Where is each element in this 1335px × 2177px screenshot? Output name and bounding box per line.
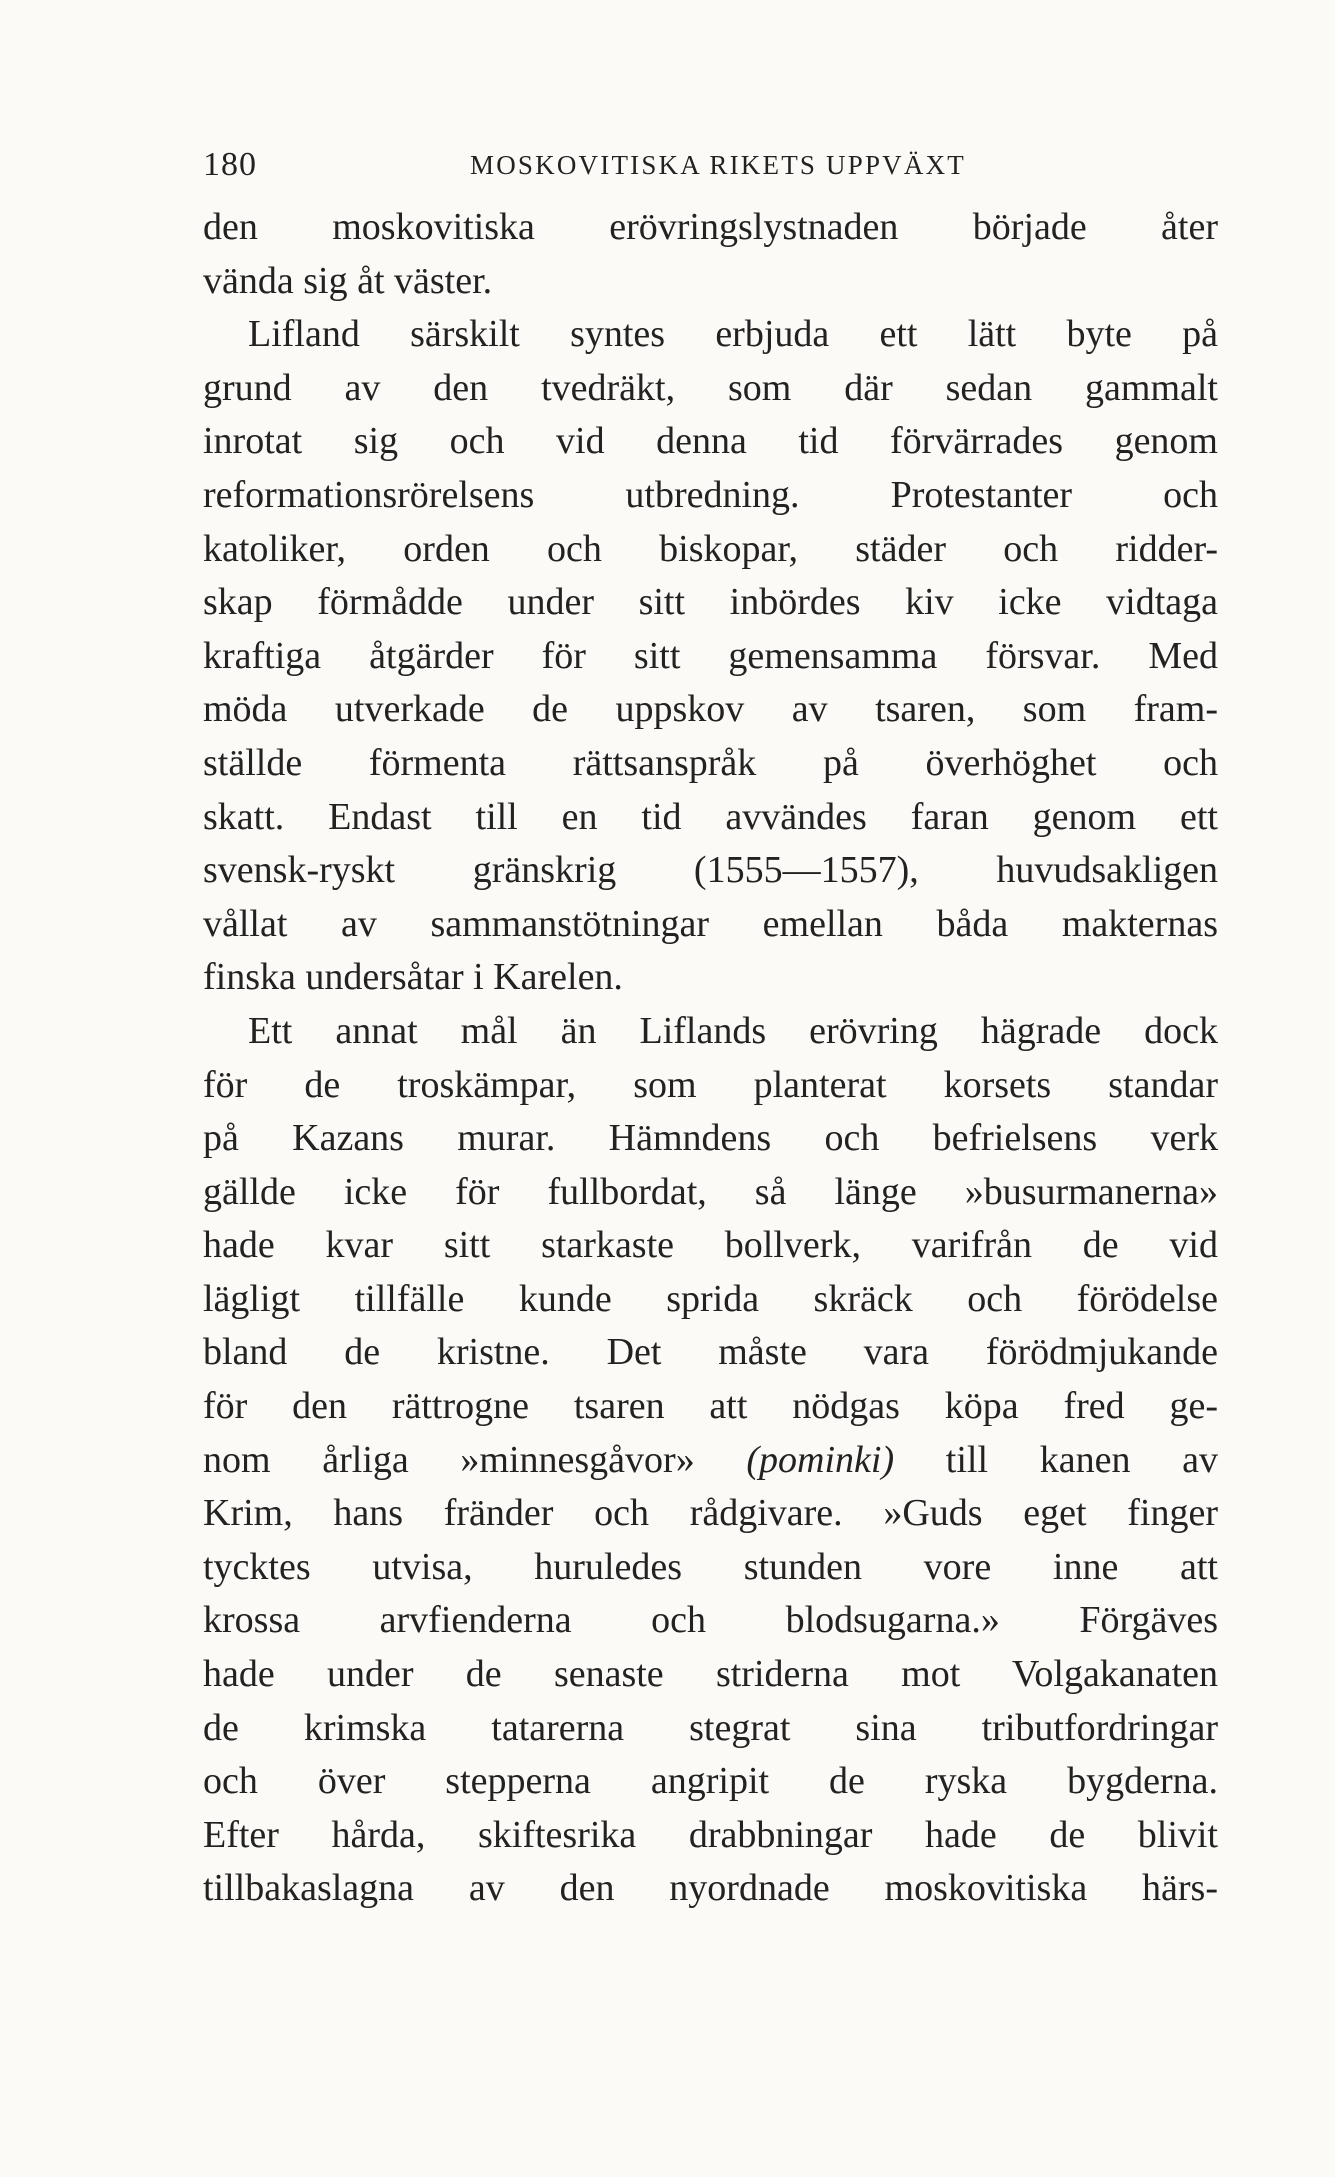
text-line: hade under de senaste striderna mot Volgakanaten [203, 1653, 1218, 1696]
text-line: kraftiga åtgärder för sitt gemensamma försvar. Med [203, 634, 1218, 677]
text-line: svensk-ryskt gränskrig (1555—1557), huvudsakligen [203, 849, 1218, 892]
text-line: krossa arvfienderna och blodsugarna.» Förgäves [203, 1599, 1218, 1642]
italic-term: (pominki) [746, 1438, 895, 1481]
text-line: möda utverkade de uppskov av tsaren, som fram- [203, 688, 1218, 731]
text-line: den moskovitiska erövringslystnaden började åter [203, 206, 1218, 248]
page-number: 180 [203, 146, 257, 183]
text-line: vända sig åt väster. [203, 259, 493, 302]
text-line: lägligt tillfälle kunde sprida skräck och förödelse [203, 1277, 1218, 1320]
text-line: Efter hårda, skiftesrika drabbningar hade de blivit [203, 1813, 1218, 1856]
text-line: gällde icke för fullbordat, så länge »busurmanerna» [203, 1170, 1218, 1213]
text-line: vållat av sammanstötningar emellan båda makternas [203, 902, 1218, 945]
text-line: för de troskämpar, som planterat korsets standar [203, 1063, 1218, 1106]
text-line: för den rättrogne tsaren att nödgas köpa fred ge- [203, 1385, 1218, 1428]
text-line: och över stepperna angripit de ryska bygderna. [203, 1760, 1218, 1803]
text-line: på Kazans murar. Hämndens och befrielsens verk [203, 1117, 1218, 1160]
text-line: de krimska tatarerna stegrat sina tributfordringar [203, 1706, 1218, 1749]
text-line: skap förmådde under sitt inbördes kiv icke vidtaga [203, 581, 1218, 624]
text-line: bland de kristne. Det måste vara förödmjukande [203, 1331, 1218, 1374]
running-head: MOSKOVITISKA RIKETS UPPVÄXT [470, 150, 966, 180]
text-line: tillbakaslagna av den nyordnade moskovitiska härs- [203, 1867, 1218, 1910]
text-segment: nom årliga »minnesgåvor» [203, 1438, 747, 1481]
body-text [203, 201, 1218, 1916]
text-line: reformationsrörelsens utbredning. Protestanter och [203, 473, 1218, 516]
text-line: finska undersåtar i Karelen. [203, 956, 623, 999]
text-line: skatt. Endast till en tid avvändes faran genom ett [203, 795, 1218, 838]
page-header [203, 140, 1213, 190]
text-line: katoliker, orden och biskopar, städer och ridder- [203, 527, 1218, 570]
text-line: grund av den tvedräkt, som där sedan gammalt [203, 366, 1218, 409]
text-line: Krim, hans fränder och rådgivare. »Guds eget finger [203, 1492, 1218, 1535]
text-line: tycktes utvisa, huruledes stunden vore inne att [203, 1545, 1218, 1588]
text-line: Ett annat mål än Liflands erövring hägrade dock [248, 1009, 1218, 1052]
text-line: hade kvar sitt starkaste bollverk, varifrån de vid [203, 1224, 1218, 1267]
text-line: ställde förmenta rättsanspråk på överhöghet och [203, 741, 1218, 784]
text-line [203, 1434, 1218, 1488]
text-line: inrotat sig och vid denna tid förvärrades genom [203, 420, 1218, 463]
text-segment: till kanen av [894, 1438, 1218, 1481]
text-line: Lifland särskilt syntes erbjuda ett lätt byte på [248, 313, 1218, 356]
